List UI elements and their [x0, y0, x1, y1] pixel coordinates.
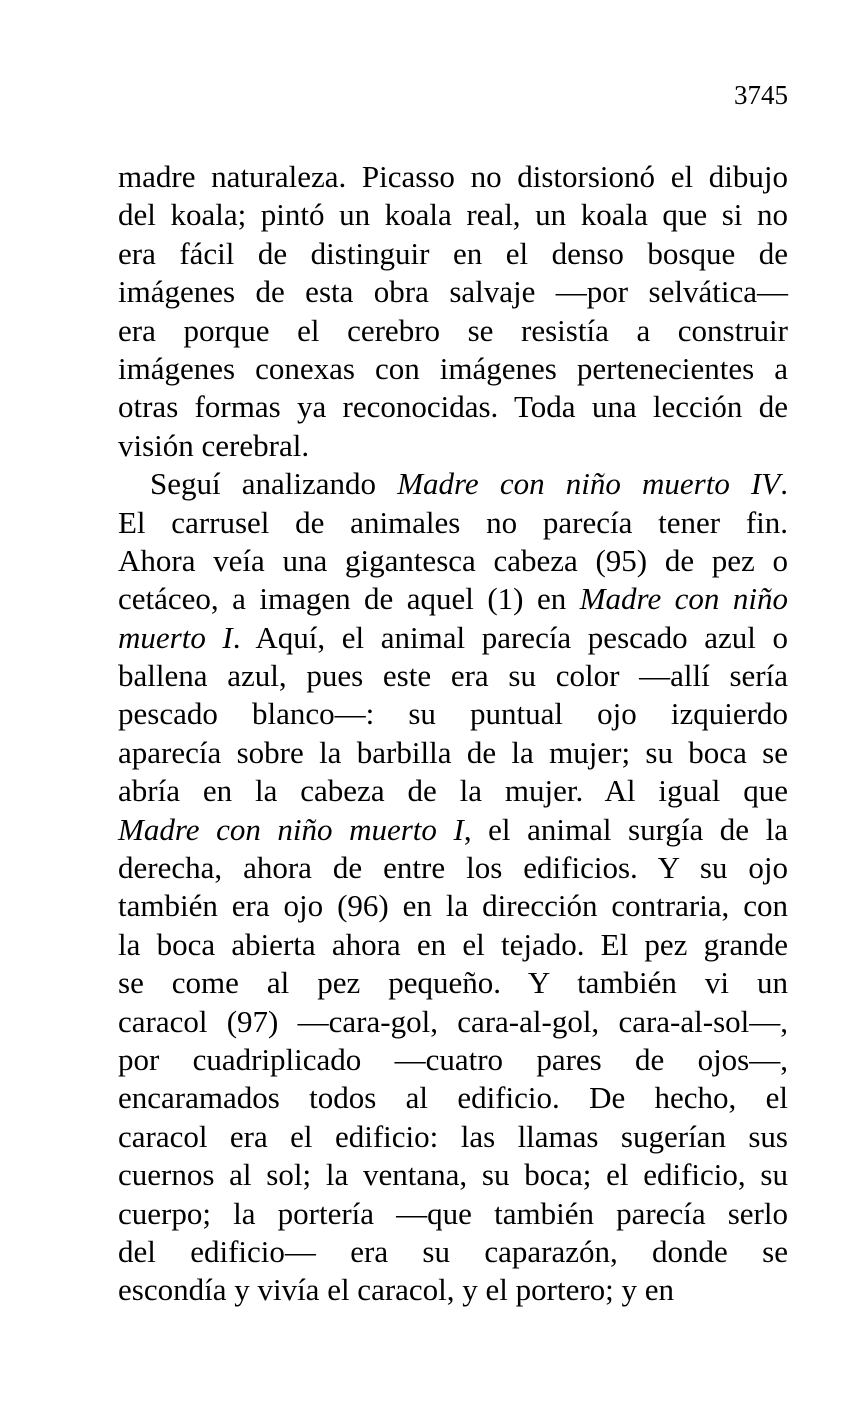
text-line	[118, 619, 788, 657]
italic-title: muerto I	[118, 619, 233, 655]
text-segment: visión cerebral.	[118, 427, 310, 463]
text-segment: por cuadriplicado —cuatro pares de ojos—,	[118, 1041, 788, 1077]
text-segment: madre naturaleza. Picasso no distorsionó el dibujo	[118, 159, 788, 194]
text-line	[118, 580, 788, 618]
text-line	[118, 964, 788, 1002]
text-segment: aparecía sobre la barbilla de la mujer; su boca se	[118, 734, 788, 770]
text-segment: , el animal surgía de la	[463, 811, 789, 847]
text-segment: otras formas ya reconocidas. Toda una lección de	[118, 389, 788, 425]
text-segment: pescado blanco—: su puntual ojo izquierdo	[118, 696, 788, 732]
text-line	[118, 350, 788, 388]
text-line	[118, 273, 788, 311]
text-segment: encaramados todos al edificio. De hecho, el	[118, 1080, 788, 1116]
text-line	[118, 772, 788, 810]
text-line	[118, 504, 788, 542]
text-line	[118, 1271, 788, 1309]
text-line	[118, 1003, 788, 1041]
text-line	[118, 849, 788, 887]
text-line	[118, 887, 788, 925]
text-segment: era porque el cerebro se resistía a construir	[118, 312, 788, 348]
text-segment: cuerpo; la portería —que también parecía serlo	[118, 1195, 788, 1231]
text-segment: cuernos al sol; la ventana, su boca; el edificio, su	[118, 1157, 788, 1193]
text-segment: del edificio— era su caparazón, donde se	[118, 1233, 788, 1269]
text-segment: caracol (97) —cara-gol, cara-al-gol, cara-al-sol—,	[118, 1003, 788, 1039]
text-segment: El carrusel de animales no parecía tener fin.	[118, 504, 788, 540]
text-line	[118, 1195, 788, 1233]
text-segment: derecha, ahora de entre los edificios. Y su ojo	[118, 850, 788, 886]
text-segment: se come al pez pequeño. Y también vi un	[118, 965, 788, 1001]
text-line	[118, 1156, 788, 1194]
page-number: 3745	[734, 80, 788, 110]
text-segment: era fácil de distinguir en el denso bosque de	[118, 235, 788, 271]
text-line	[118, 811, 788, 849]
italic-title: Madre con niño muerto IV	[397, 466, 781, 502]
text-line	[118, 158, 788, 196]
italic-title: Madre con niño muerto I	[118, 811, 464, 847]
text-segment: .	[780, 466, 788, 502]
text-line	[118, 1079, 788, 1117]
text-line	[118, 695, 788, 733]
text-line	[118, 427, 788, 465]
text-segment: Ahora veía una gigantesca cabeza (95) de pez o	[118, 542, 788, 578]
text-line	[118, 542, 788, 580]
text-segment: la boca abierta ahora en el tejado. El pez grande	[118, 926, 788, 962]
text-segment: escondía y vivía el caracol, y el portero; y en	[118, 1272, 675, 1308]
text-line	[118, 312, 788, 350]
text-line	[118, 926, 788, 964]
text-segment: abría en la cabeza de la mujer. Al igual que	[118, 773, 788, 809]
text-segment: también era ojo (96) en la dirección contraria, con	[118, 888, 788, 924]
text-line	[118, 1118, 788, 1156]
text-line	[118, 235, 788, 273]
text-segment: cetáceo, a imagen de aquel (1) en	[118, 581, 580, 617]
text-line	[118, 734, 788, 772]
body-text	[118, 158, 788, 1310]
text-line	[118, 1233, 788, 1271]
text-line	[118, 1041, 788, 1079]
text-segment: ballena azul, pues este era su color —allí sería	[118, 658, 788, 694]
text-segment: Seguí analizando	[150, 466, 398, 502]
text-line	[118, 657, 788, 695]
text-segment: del koala; pintó un koala real, un koala que si no	[118, 197, 788, 233]
text-line	[118, 196, 788, 234]
italic-title: Madre con niño	[579, 581, 788, 617]
text-segment: . Aquí, el animal parecía pescado azul o	[232, 619, 788, 655]
text-line	[118, 388, 788, 426]
text-segment: imágenes de esta obra salvaje —por selvática—	[118, 274, 788, 310]
text-segment: imágenes conexas con imágenes pertenecientes a	[118, 350, 788, 386]
text-line	[118, 465, 788, 503]
text-segment: caracol era el edificio: las llamas sugerían sus	[118, 1118, 788, 1154]
